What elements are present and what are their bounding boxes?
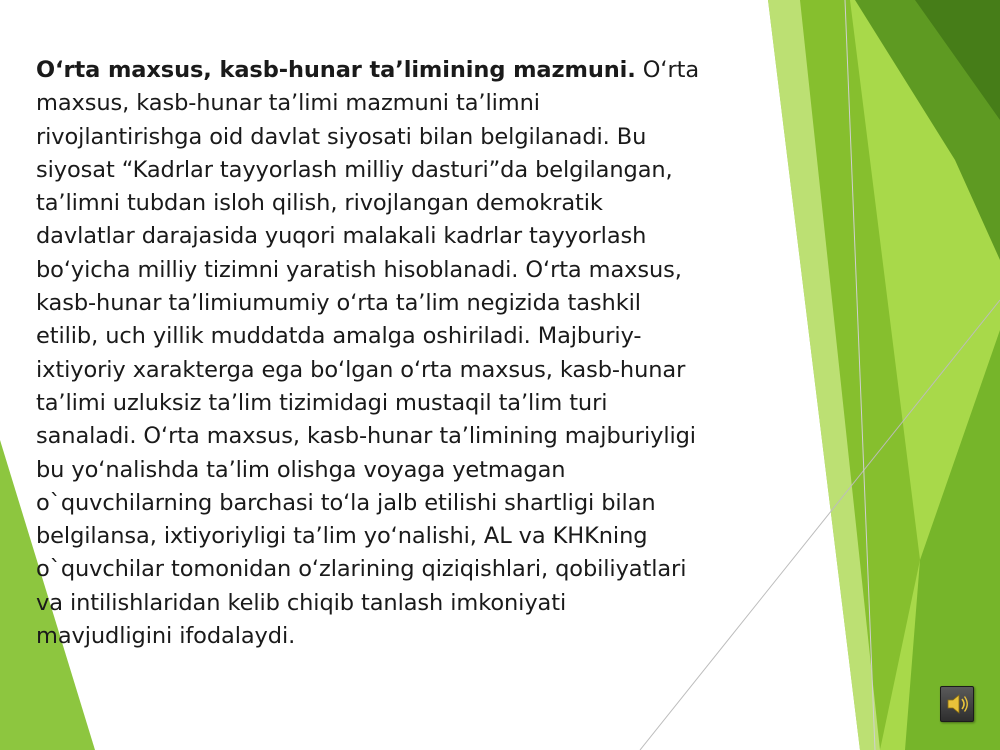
body-line: rivojlantirishga oid davlat siyosati bilan belgilanadi. Bu bbox=[36, 123, 647, 150]
body-line: O‘rta bbox=[635, 57, 700, 83]
body-line: kasb-hunar ta’limiumumiy o‘rta ta’lim negizida tashkil bbox=[36, 290, 641, 317]
body-line: maxsus, kasb-hunar ta’limi mazmuni ta’limni bbox=[36, 90, 540, 117]
body-line: davlatlar darajasida yuqori malakali kadrlar tayyorlash bbox=[36, 223, 647, 250]
body-line: o`quvchilarning barchasi to‘la jalb etilishi shartligi bilan bbox=[36, 489, 656, 516]
body-line: ixtiyoriy xarakterga ega bo‘lgan o‘rta maxsus, kasb-hunar bbox=[36, 356, 686, 383]
body-line: o`quvchilar tomonidan o‘zlarining qiziqishlari, qobiliyatlari bbox=[36, 556, 687, 583]
body-line: etilib, uch yillik muddatda amalga oshiriladi. Majburiy- bbox=[36, 323, 642, 350]
body-line: belgilansa, ixtiyoriyligi ta’lim yo‘nalishi, AL va KHKning bbox=[36, 523, 648, 550]
body-line: va intilishlaridan kelib chiqib tanlash imkoniyati bbox=[36, 589, 567, 616]
speaker-icon bbox=[941, 687, 973, 721]
slide-body-text bbox=[36, 54, 796, 653]
body-line: sanaladi. O‘rta maxsus, kasb-hunar ta’limining majburiyligi bbox=[36, 423, 696, 450]
slide-heading: O‘rta maxsus, kasb-hunar ta’limining mazmuni. bbox=[36, 57, 636, 83]
first-line bbox=[36, 54, 796, 87]
body-line: mavjudligini ifodalaydi. bbox=[36, 623, 296, 650]
body-line: ta’limi uzluksiz ta’lim tizimidagi mustaqil ta’lim turi bbox=[36, 389, 608, 416]
body-line: bu yo‘nalishda ta’lim olishga voyaga yetmagan bbox=[36, 456, 566, 483]
audio-button[interactable] bbox=[940, 686, 974, 722]
body-line: ta’limni tubdan isloh qilish, rivojlangan demokratik bbox=[36, 190, 603, 217]
body-line: bo‘yicha milliy tizimni yaratish hisoblanadi. O‘rta maxsus, bbox=[36, 256, 682, 283]
body-line: siyosat “Kadrlar tayyorlash milliy dasturi”da belgilangan, bbox=[36, 156, 673, 183]
